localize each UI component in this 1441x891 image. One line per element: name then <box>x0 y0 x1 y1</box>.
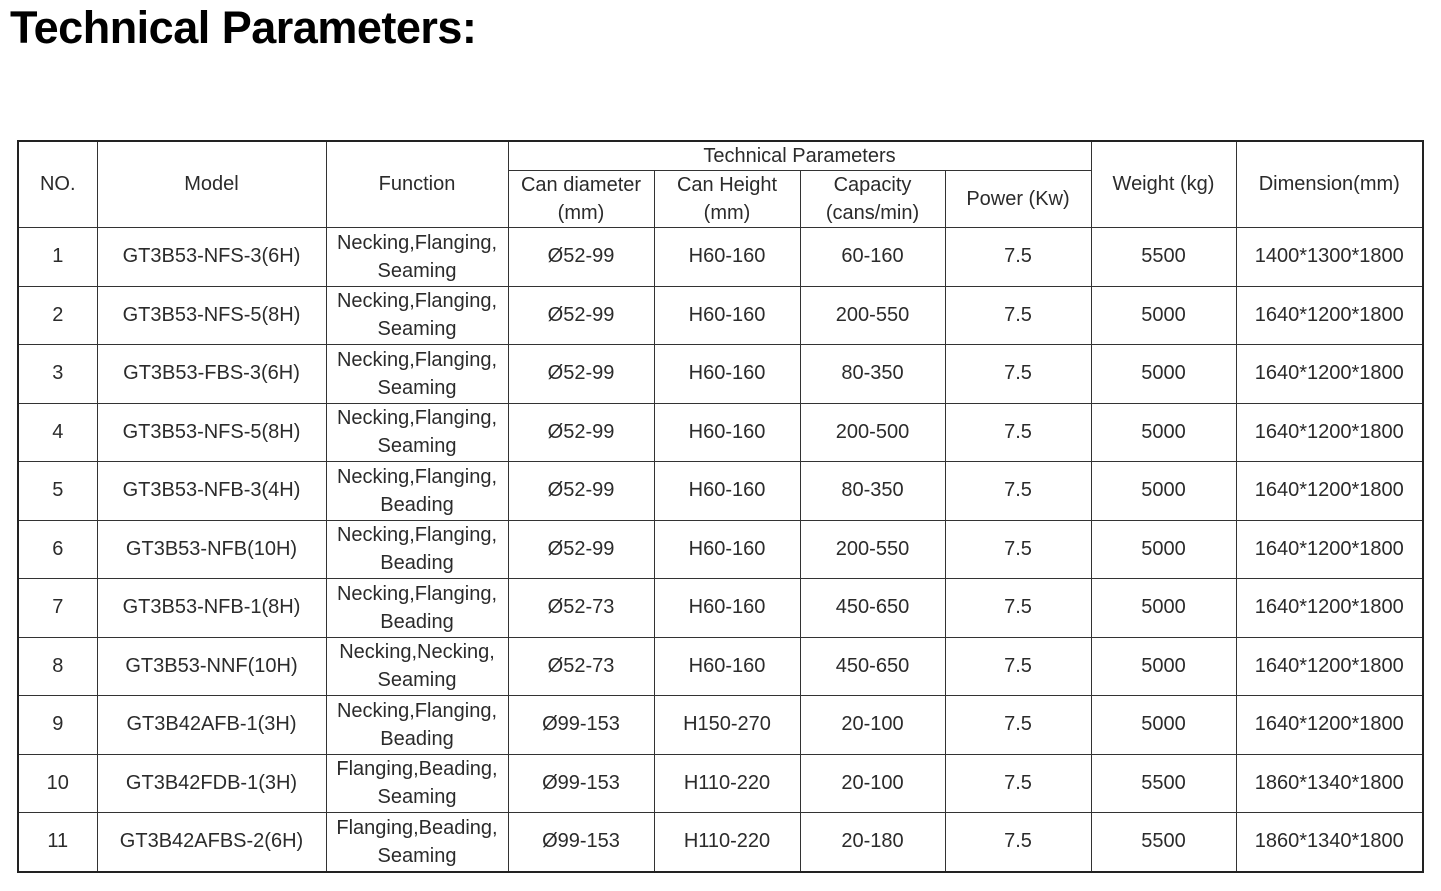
cell-can-diameter: Ø52-73 <box>508 579 654 638</box>
cell-power: 7.5 <box>945 813 1091 872</box>
header-capacity-line1: Capacity <box>833 174 912 196</box>
function-line: Seaming <box>377 844 457 867</box>
cell-can-diameter: Ø52-99 <box>508 286 654 345</box>
header-can-height <box>654 171 800 228</box>
header-dimension: Dimension(mm) <box>1236 141 1423 228</box>
cell-model: GT3B53-NFS-5(8H) <box>97 286 326 345</box>
cell-power: 7.5 <box>945 637 1091 696</box>
cell-capacity: 450-650 <box>800 637 945 696</box>
function-line: Seaming <box>377 259 457 282</box>
cell-capacity: 200-550 <box>800 520 945 579</box>
cell-dimension: 1640*1200*1800 <box>1236 286 1423 345</box>
function-line: Necking,Flanging, <box>336 231 498 254</box>
function-line: Necking,Flanging, <box>336 582 498 605</box>
cell-dimension: 1400*1300*1800 <box>1236 228 1423 287</box>
header-model: Model <box>97 141 326 228</box>
cell-no: 2 <box>18 286 97 345</box>
cell-dimension: 1860*1340*1800 <box>1236 754 1423 813</box>
cell-power: 7.5 <box>945 696 1091 755</box>
cell-weight: 5000 <box>1091 637 1236 696</box>
cell-power: 7.5 <box>945 520 1091 579</box>
cell-can-height: H60-160 <box>654 637 800 696</box>
cell-power: 7.5 <box>945 286 1091 345</box>
cell-weight: 5500 <box>1091 228 1236 287</box>
cell-capacity: 450-650 <box>800 579 945 638</box>
function-line: Beading <box>380 552 454 575</box>
cell-model: GT3B53-NFS-5(8H) <box>97 403 326 462</box>
cell-power: 7.5 <box>945 345 1091 404</box>
cell-power: 7.5 <box>945 754 1091 813</box>
cell-model: GT3B53-NFB(10H) <box>97 520 326 579</box>
cell-can-height: H60-160 <box>654 228 800 287</box>
function-line: Necking,Flanging, <box>336 699 498 722</box>
table-row <box>18 754 1423 813</box>
cell-weight: 5000 <box>1091 403 1236 462</box>
cell-can-height: H60-160 <box>654 286 800 345</box>
cell-can-height: H60-160 <box>654 579 800 638</box>
cell-function <box>326 345 508 404</box>
cell-capacity: 200-550 <box>800 286 945 345</box>
header-no: NO. <box>18 141 97 228</box>
header-technical-parameters-group: Technical Parameters <box>508 141 1091 171</box>
function-line: Beading <box>380 493 454 516</box>
cell-model: GT3B53-FBS-3(6H) <box>97 345 326 404</box>
header-can-diameter-line1: Can diameter <box>520 174 642 196</box>
function-line: Beading <box>380 610 454 633</box>
cell-function <box>326 462 508 521</box>
cell-model: GT3B42AFB-1(3H) <box>97 696 326 755</box>
cell-power: 7.5 <box>945 462 1091 521</box>
cell-power: 7.5 <box>945 579 1091 638</box>
cell-no: 5 <box>18 462 97 521</box>
function-line: Seaming <box>377 786 457 809</box>
cell-dimension: 1640*1200*1800 <box>1236 579 1423 638</box>
table-row <box>18 696 1423 755</box>
cell-no: 6 <box>18 520 97 579</box>
cell-capacity: 20-100 <box>800 754 945 813</box>
function-line: Seaming <box>377 376 457 399</box>
cell-can-diameter: Ø52-99 <box>508 462 654 521</box>
cell-dimension: 1640*1200*1800 <box>1236 345 1423 404</box>
cell-power: 7.5 <box>945 228 1091 287</box>
cell-function <box>326 579 508 638</box>
cell-can-diameter: Ø52-99 <box>508 228 654 287</box>
cell-weight: 5000 <box>1091 345 1236 404</box>
table-row <box>18 637 1423 696</box>
table-row <box>18 286 1423 345</box>
cell-model: GT3B53-NNF(10H) <box>97 637 326 696</box>
function-line: Necking,Necking, <box>339 641 495 664</box>
cell-weight: 5000 <box>1091 286 1236 345</box>
cell-no: 7 <box>18 579 97 638</box>
cell-dimension: 1640*1200*1800 <box>1236 637 1423 696</box>
cell-weight: 5500 <box>1091 754 1236 813</box>
cell-can-diameter: Ø99-153 <box>508 754 654 813</box>
table-row <box>18 345 1423 404</box>
function-line: Beading <box>380 727 454 750</box>
cell-dimension: 1860*1340*1800 <box>1236 813 1423 872</box>
cell-dimension: 1640*1200*1800 <box>1236 403 1423 462</box>
cell-no: 9 <box>18 696 97 755</box>
function-line: Seaming <box>377 318 457 341</box>
cell-can-height: H110-220 <box>654 813 800 872</box>
table-row <box>18 520 1423 579</box>
header-capacity-line2: (cans/min) <box>825 202 920 224</box>
cell-can-height: H60-160 <box>654 520 800 579</box>
cell-capacity: 20-180 <box>800 813 945 872</box>
table-header <box>18 141 1423 228</box>
header-weight: Weight (kg) <box>1091 141 1236 228</box>
cell-weight: 5000 <box>1091 696 1236 755</box>
cell-dimension: 1640*1200*1800 <box>1236 696 1423 755</box>
cell-no: 3 <box>18 345 97 404</box>
cell-can-diameter: Ø99-153 <box>508 696 654 755</box>
cell-function <box>326 520 508 579</box>
cell-can-diameter: Ø52-99 <box>508 403 654 462</box>
cell-no: 4 <box>18 403 97 462</box>
cell-no: 1 <box>18 228 97 287</box>
header-power: Power (Kw) <box>945 171 1091 228</box>
table-row <box>18 228 1423 287</box>
function-line: Necking,Flanging, <box>336 524 498 547</box>
header-can-diameter <box>508 171 654 228</box>
header-can-height-line1: Can Height <box>676 174 778 196</box>
function-line: Seaming <box>377 669 457 692</box>
function-line: Necking,Flanging, <box>336 348 498 371</box>
cell-can-diameter: Ø52-99 <box>508 345 654 404</box>
cell-can-diameter: Ø99-153 <box>508 813 654 872</box>
cell-weight: 5000 <box>1091 520 1236 579</box>
header-function: Function <box>326 141 508 228</box>
cell-can-height: H110-220 <box>654 754 800 813</box>
cell-function <box>326 696 508 755</box>
cell-model: GT3B53-NFS-3(6H) <box>97 228 326 287</box>
cell-function <box>326 228 508 287</box>
function-line: Flanging,Beading, <box>336 758 498 781</box>
header-can-diameter-line2: (mm) <box>557 202 605 224</box>
table-body <box>18 228 1423 872</box>
cell-model: GT3B42AFBS-2(6H) <box>97 813 326 872</box>
cell-capacity: 60-160 <box>800 228 945 287</box>
function-line: Seaming <box>377 435 457 458</box>
cell-function <box>326 286 508 345</box>
cell-capacity: 80-350 <box>800 462 945 521</box>
cell-no: 8 <box>18 637 97 696</box>
cell-capacity: 20-100 <box>800 696 945 755</box>
cell-no: 10 <box>18 754 97 813</box>
table-row <box>18 813 1423 872</box>
function-line: Necking,Flanging, <box>336 465 498 488</box>
cell-weight: 5000 <box>1091 462 1236 521</box>
function-line: Necking,Flanging, <box>336 407 498 430</box>
cell-function <box>326 637 508 696</box>
cell-can-height: H150-270 <box>654 696 800 755</box>
function-line: Necking,Flanging, <box>336 290 498 313</box>
cell-function <box>326 403 508 462</box>
table-row <box>18 462 1423 521</box>
cell-function <box>326 813 508 872</box>
cell-can-height: H60-160 <box>654 403 800 462</box>
technical-parameters-table <box>17 140 1424 873</box>
cell-capacity: 200-500 <box>800 403 945 462</box>
table-row <box>18 579 1423 638</box>
cell-can-diameter: Ø52-99 <box>508 520 654 579</box>
function-line: Flanging,Beading, <box>336 816 498 839</box>
cell-dimension: 1640*1200*1800 <box>1236 462 1423 521</box>
cell-can-height: H60-160 <box>654 462 800 521</box>
cell-model: GT3B42FDB-1(3H) <box>97 754 326 813</box>
cell-power: 7.5 <box>945 403 1091 462</box>
cell-weight: 5500 <box>1091 813 1236 872</box>
cell-dimension: 1640*1200*1800 <box>1236 520 1423 579</box>
cell-weight: 5000 <box>1091 579 1236 638</box>
cell-no: 11 <box>18 813 97 872</box>
table-row <box>18 403 1423 462</box>
header-can-height-line2: (mm) <box>703 202 751 224</box>
cell-can-height: H60-160 <box>654 345 800 404</box>
cell-can-diameter: Ø52-73 <box>508 637 654 696</box>
cell-model: GT3B53-NFB-1(8H) <box>97 579 326 638</box>
cell-function <box>326 754 508 813</box>
page-title: Technical Parameters: <box>10 2 477 53</box>
cell-model: GT3B53-NFB-3(4H) <box>97 462 326 521</box>
cell-capacity: 80-350 <box>800 345 945 404</box>
header-capacity <box>800 171 945 228</box>
